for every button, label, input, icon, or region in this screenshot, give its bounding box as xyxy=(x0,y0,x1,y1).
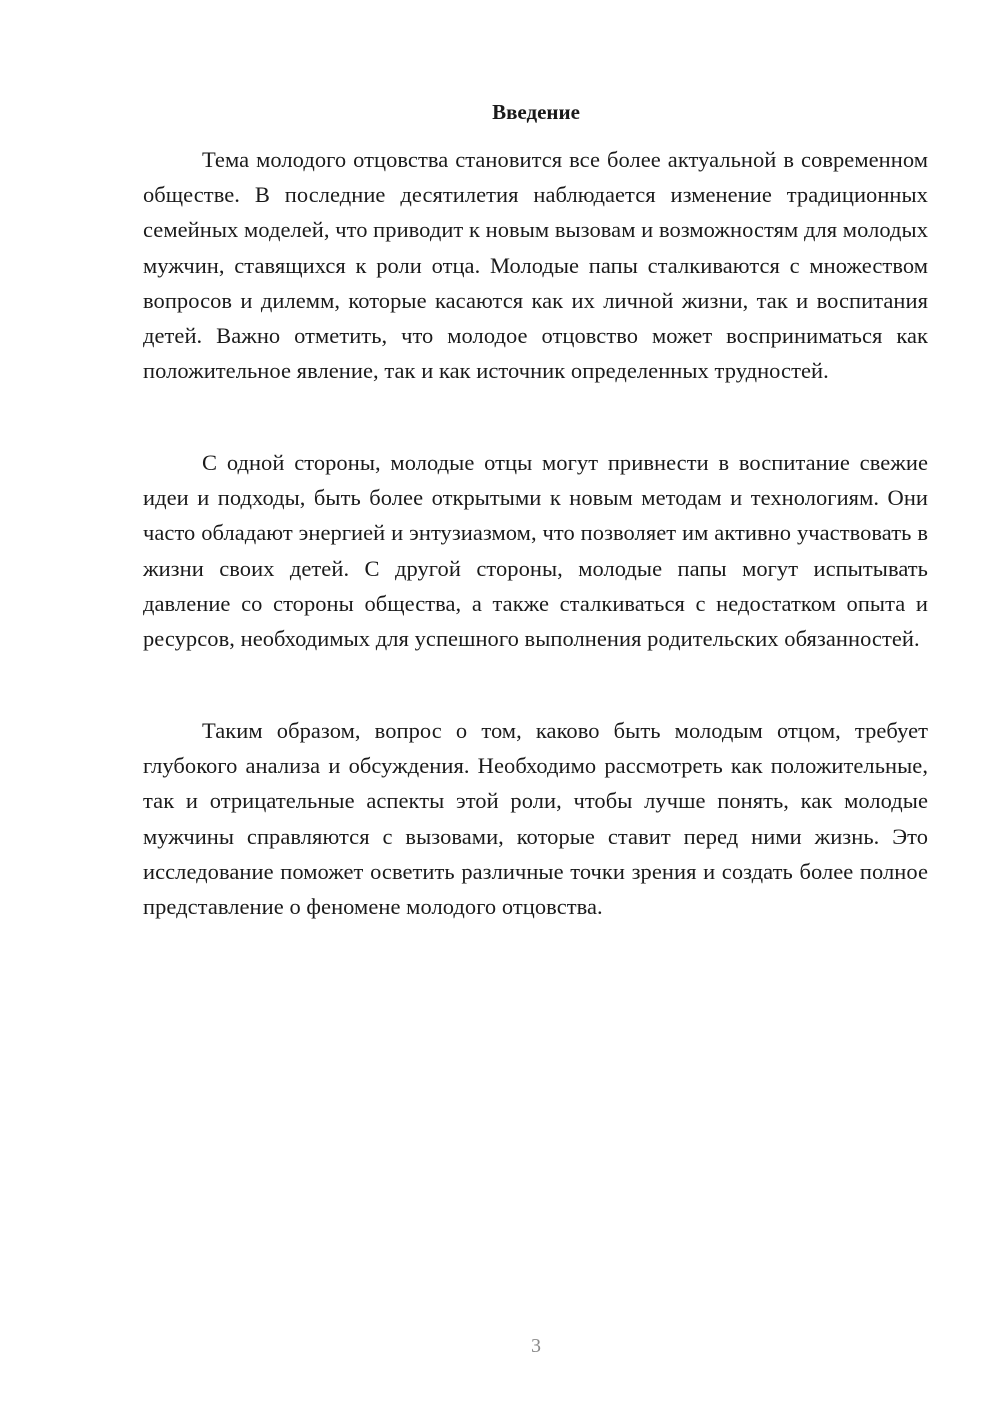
page-number: 3 xyxy=(531,1335,541,1357)
paragraph-3: Таким образом, вопрос о том, каково быть молодым отцом, требует глубокого анализа и обсуждения. Необходимо рассмотреть как положительные, так и отрицательные аспекты этой роли, чтобы лучше понять, как молодые мужчины справляются с вызовами, которые ставит перед ними жизнь. Это исследование поможет осветить различные точки зрения и создать более полное представление о феномене молодого отцовства. xyxy=(143,718,928,920)
section-heading: Введение xyxy=(492,100,580,124)
paragraph-1: Тема молодого отцовства становится все более актуальной в современном обществе. В последние десятилетия наблюдается изменение традиционных семейных моделей, что приводит к новым вызовам и возможностям для молодых мужчин, ставящихся к роли отца. Молодые папы сталкиваются с множеством вопросов и дилемм, которые касаются как их личной жизни, так и воспитания детей. Важно отметить, что молодое отцовство может восприниматься как положительное явление, так и как источник определенных трудностей. xyxy=(143,147,928,384)
paragraph-2: С одной стороны, молодые отцы могут привнести в воспитание свежие идеи и подходы, быть более открытыми к новым методам и технологиям. Они часто обладают энергией и энтузиазмом, что позволяет им активно участвовать в жизни своих детей. С другой стороны, молодые папы могут испытывать давление со стороны общества, а также сталкиваться с недостатком опыта и ресурсов, необходимых для успешного выполнения родительских обязанностей. xyxy=(143,450,928,652)
